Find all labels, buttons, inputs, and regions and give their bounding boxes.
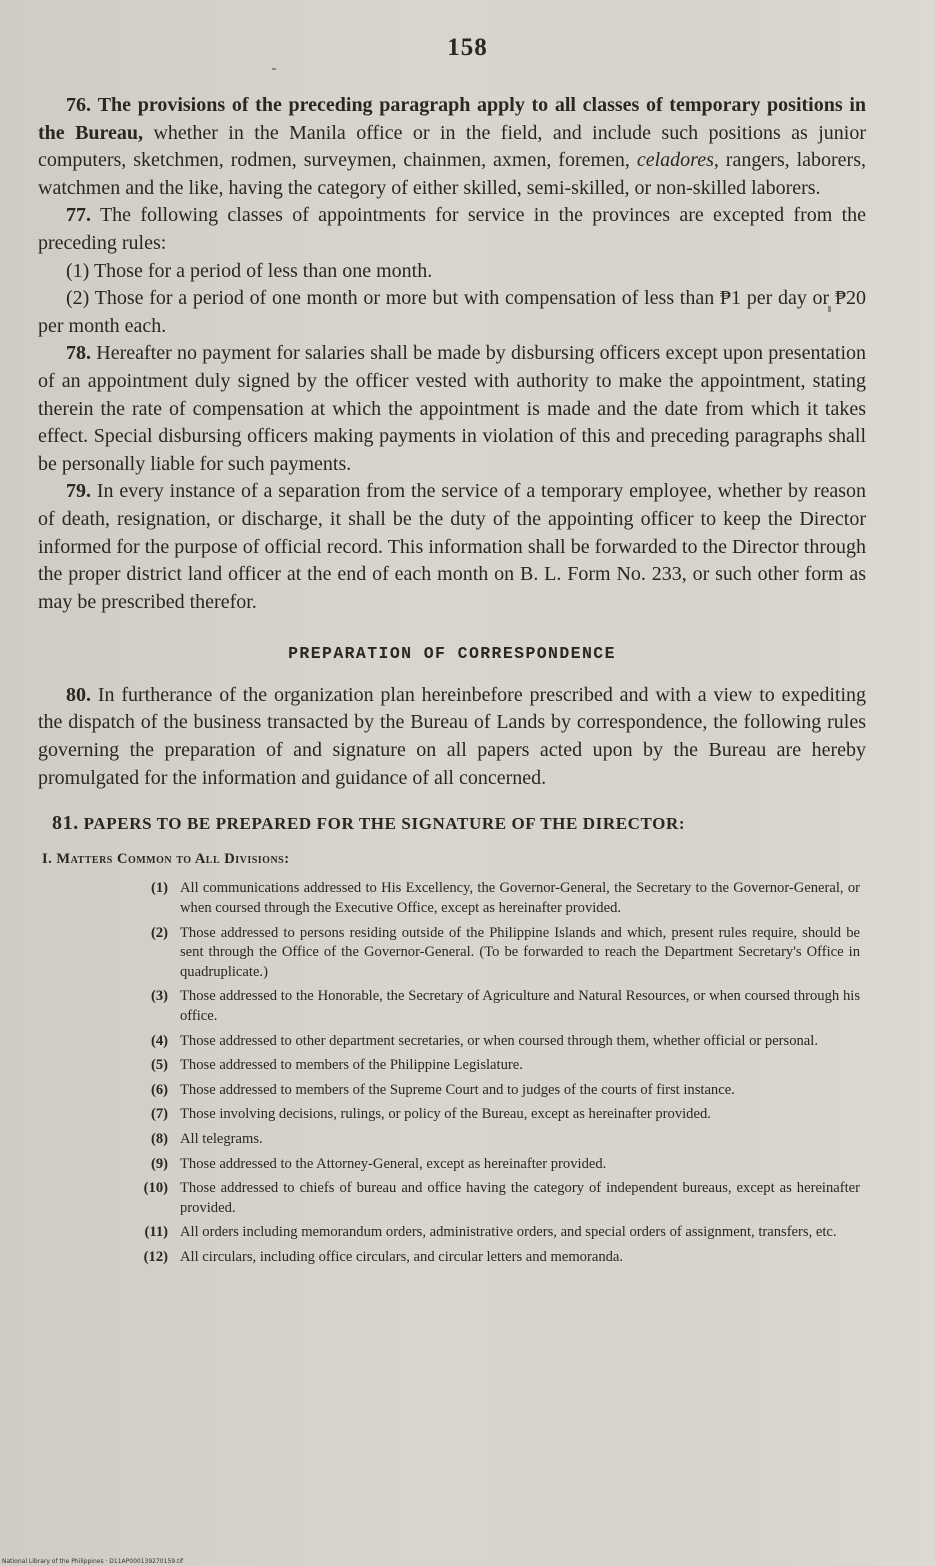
list-item [38, 1179, 866, 1218]
paragraph-text: The following classes of appointments for service in the provinces are excepted from the preceding rules: [38, 204, 867, 254]
list-item [38, 1056, 866, 1076]
item-text: All telegrams. [180, 1130, 263, 1147]
item-text: Those involving decisions, rulings, or policy of the Bureau, except as hereinafter provided. [180, 1106, 711, 1123]
document-body [38, 92, 866, 1273]
item-number: (12) [143, 1248, 168, 1265]
item-number: (3) [150, 988, 168, 1005]
item-number: (2) [150, 924, 168, 941]
paragraph-text: whether in the Manila office or in the field, and include such positions as junior computers, sketchmen, rodmen, surveymen, chainmen, axmen, foremen, [38, 121, 867, 172]
item-text: Those addressed to the Honorable, the Secretary of Agriculture and Natural Resources, or when coursed through his office. [180, 988, 860, 1024]
paragraph-77-item-1 [38, 258, 866, 286]
list-item [38, 987, 866, 1026]
list-item [38, 879, 866, 918]
item-number: (1) [66, 259, 90, 282]
item-number: (8) [150, 1130, 168, 1147]
paragraph-77-item-2 [38, 285, 866, 340]
paragraph-number: 80. [66, 683, 91, 706]
paragraph-lead: The provisions of the preceding paragraph apply to all classes of temporary positions in the Bureau, [38, 94, 866, 144]
paragraph-text: , rangers, laborers, watchmen and the like, having the category of either skilled, semi-skilled, or non-skilled laborers. [38, 149, 866, 199]
item-number: (5) [150, 1057, 168, 1074]
subheading-label: PAPERS TO BE PREPARED FOR THE SIGNATURE OF THE DIRECTOR: [83, 814, 686, 834]
item-text: Those for a period of one month or more but with compensation of less than ₱1 per day or ₱20 per month each. [38, 287, 867, 337]
item-number: (10) [143, 1180, 168, 1197]
item-number: (6) [150, 1081, 168, 1098]
item-number: (2) [66, 287, 90, 310]
item-number: (11) [144, 1224, 168, 1241]
page-number: 158 [447, 34, 488, 61]
paragraph-76 [38, 92, 866, 202]
paragraph-81-heading [38, 810, 866, 838]
list-item [38, 1081, 866, 1101]
item-number: (7) [150, 1106, 168, 1123]
paragraph-80 [38, 682, 866, 792]
paragraph-number: 81. [52, 812, 79, 835]
item-text: Those addressed to the Attorney-General, except as hereinafter provided. [180, 1155, 607, 1172]
section-heading: PREPARATION OF CORRESPONDENCE [288, 644, 616, 664]
item-text: Those addressed to members of the Supreme Court and to judges of the courts of first instance. [180, 1081, 735, 1098]
paragraph-text: In furtherance of the organization plan hereinbefore prescribed and with a view to expediting the dispatch of the business transacted by the Bureau of Lands by correspondence, the following rules governing the preparation of and signature on all papers acted upon by the Bureau are hereby promulgated for the information and guidance of all concerned. [38, 683, 867, 789]
item-number: (9) [150, 1155, 168, 1172]
paragraph-78 [38, 340, 866, 478]
list-item [38, 1223, 866, 1243]
item-number: (4) [150, 1032, 168, 1049]
list-item [38, 1105, 866, 1125]
scan-speck [272, 68, 276, 70]
paragraph-79 [38, 478, 866, 616]
item-text: Those addressed to chiefs of bureau and office having the category of independent bureaus, except as hereinafter provided. [180, 1180, 860, 1216]
scan-footer: National Library of the Philippines · D11AP000139270159.tif [2, 1558, 184, 1565]
item-text: Those for a period of less than one month. [93, 259, 433, 282]
paragraph-number: 76. [66, 94, 91, 116]
item-text: All orders including memorandum orders, administrative orders, and special orders of assignment, transfers, etc. [180, 1224, 837, 1241]
item-text: Those addressed to persons residing outside of the Philippine Islands and which, present rules require, should be sent through the Office of the Governor-General. (To be forwarded to reach the Department Secretary's Office in quadruplicate.) [180, 924, 860, 980]
list-item [38, 1130, 866, 1150]
paragraph-number: 79. [66, 480, 91, 503]
papers-list [38, 879, 866, 1267]
paragraph-number: 77. [66, 204, 91, 227]
italic-term: celadores [636, 149, 714, 172]
list-item [38, 924, 866, 983]
item-text: All communications addressed to His Excellency, the Governor-General, the Secretary to the Governor-General, or when coursed through the Executive Office, except as hereinafter provided. [180, 880, 860, 917]
list-item [38, 1032, 866, 1052]
item-text: All circulars, including office circulars, and circular letters and memoranda. [180, 1248, 624, 1265]
item-text: Those addressed to members of the Philippine Legislature. [180, 1057, 523, 1074]
list-item [38, 1248, 866, 1268]
item-text: Those addressed to other department secretaries, or when coursed through them, whether official or personal. [180, 1032, 818, 1049]
paragraph-text: In every instance of a separation from the service of a temporary employee, whether by reason of death, resignation, or discharge, it shall be the duty of the appointing officer to keep the Director informed for the purpose of official record. This information shall be forwarded to the Director through the proper district land officer at the end of each month on B. L. Form No. 233, or such other form as may be prescribed therefor. [38, 480, 866, 613]
paragraph-text: Hereafter no payment for salaries shall be made by disbursing officers except upon presentation of an appointment duly signed by the officer vested with authority to make the appointment, stating therein the rate of compensation at which the appointment is made and the date from which it takes effect. Special disbursing officers making payments in violation of this and preceding paragraphs shall be personally liable for such payments. [38, 342, 867, 475]
item-number: (1) [150, 880, 168, 897]
paragraph-number: 78. [66, 342, 91, 365]
list-item [38, 1155, 866, 1175]
division-title: I. Matters Common to All Divisions: [42, 850, 290, 867]
paragraph-77 [38, 202, 866, 257]
